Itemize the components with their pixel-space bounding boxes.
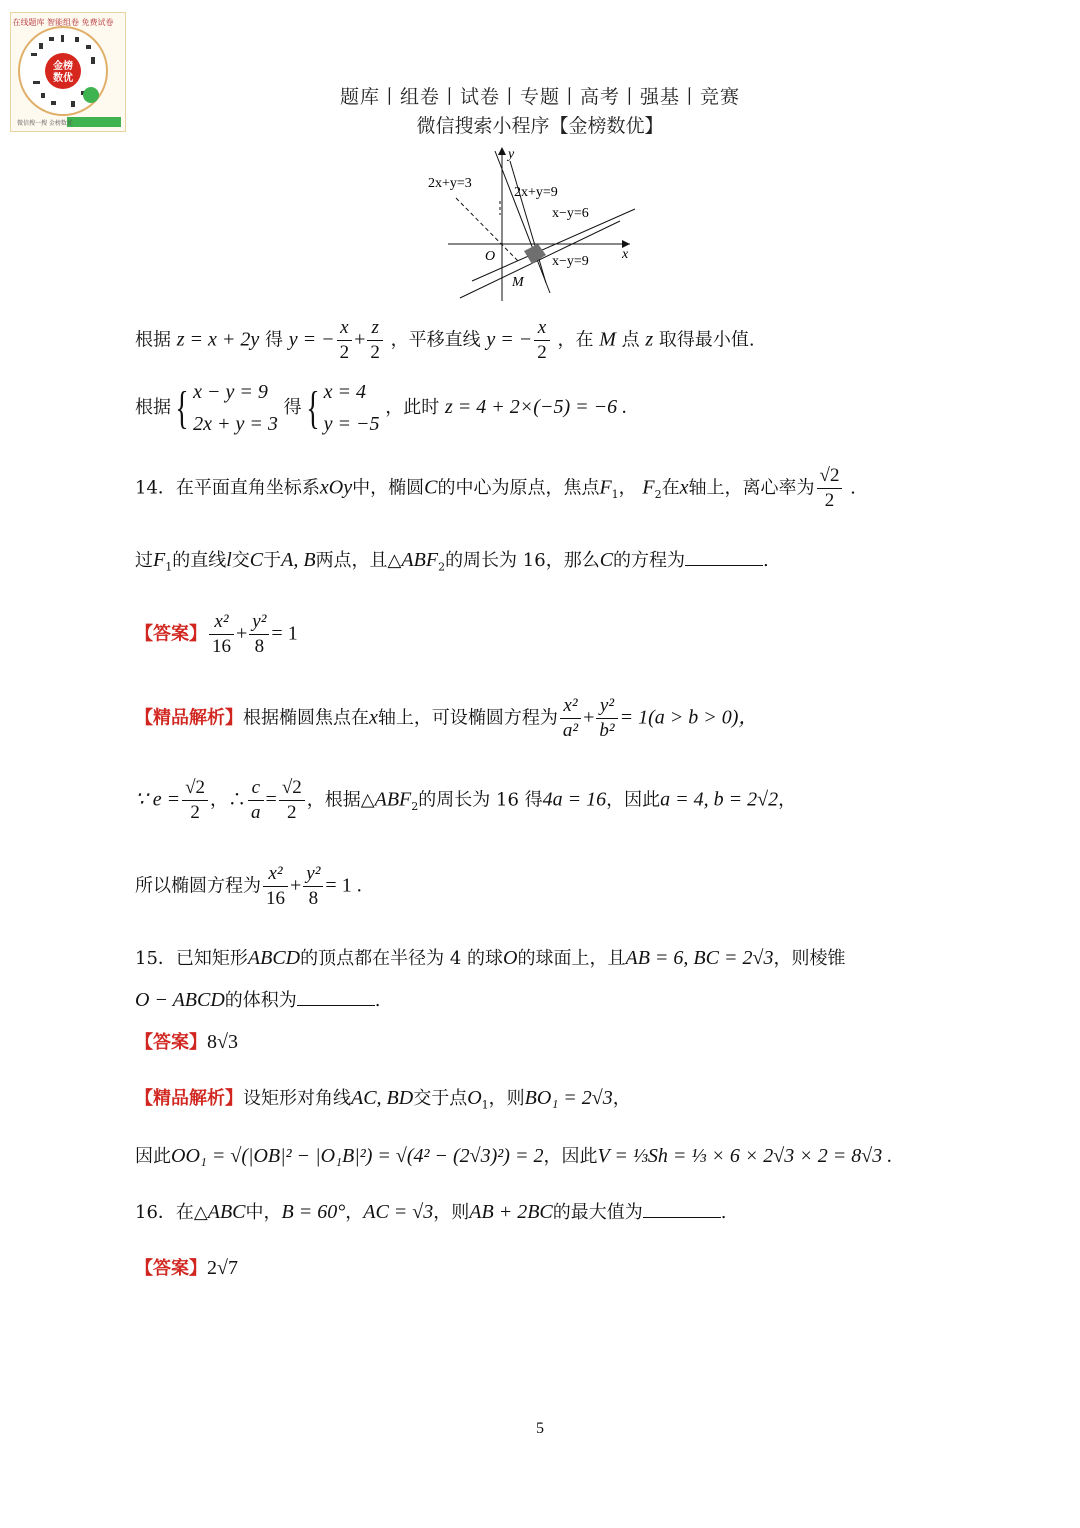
svg-text:金榜: 金榜 xyxy=(53,61,73,72)
graph-line-label: 2x+y=9 xyxy=(514,185,558,200)
question-16: 16．在△ABC中，B = 60°，AC = √3，则AB + 2BC的最大值为 . xyxy=(135,1201,727,1223)
analysis-14: 【精品解析】根据椭圆焦点在x轴上，可设椭圆方程为 $\frac{\text{x²}}{\text{a²}}$ + $\frac{\text{y²}}{\text{b²}}$ = 1(a > b > 0)， xyxy=(135,695,759,741)
analysis-15: 【精品解析】设矩形对角线AC, BD交于点$O_1$，则BO₁ = 2√3， xyxy=(135,1087,631,1112)
header-nav: 题库丨组卷丨试卷丨专题丨高考丨强基丨竞赛 xyxy=(339,86,740,108)
graph-y-label: y xyxy=(508,147,515,162)
analysis-14: ∵ e = $\frac{√2}{2}$ ，∴ $\frac{c}{a}$ = $\frac{√2}{2}$ ，根据$\triangle ABF_2$的周长为 16 得4a = 16，因此a = 4, b = 2√2， xyxy=(135,777,797,823)
graph-x-label: x xyxy=(622,247,629,262)
analysis-15: 因此OO₁ = √(|OB|² − |O₁B|²) = √(4² − (2√3)²) = 2，因此V = ⅓Sh = ⅓ × 6 × 2√3 × 2 = 8√3 . xyxy=(135,1145,893,1167)
answer-blank xyxy=(685,565,763,566)
svg-text:数优: 数优 xyxy=(53,73,73,84)
answer-16: 【答案】2√7 xyxy=(135,1257,238,1279)
linear-programming-graph xyxy=(420,143,640,307)
analysis-14: 所以椭圆方程为 $\frac{\text{x²}}{16}$ + $\frac{\text{y²}}{8}$ = 1 . xyxy=(135,863,362,909)
header-search-hint: 微信搜索小程序【金榜数优】 xyxy=(416,115,664,137)
solution-line: 根据 z = x + 2y 得 y = − $\frac{x}{2}$ + $\frac{z}{2}$ ，平移直线 y = − $\frac{x}{2}$ ，在 M 点 z 取得最小值. xyxy=(135,317,755,363)
question-15: 15．已知矩形ABCD的顶点都在半径为 4 的球O的球面上，且AB = 6, BC = 2√3，则棱锥 xyxy=(135,947,846,969)
answer-blank xyxy=(643,1217,721,1218)
question-14: 14．在平面直角坐标系xOy中，椭圆C的中心为原点，焦点$F_1$， $F_2$在x轴上，离心率为 $\frac{√2}{2}$ . xyxy=(135,465,856,511)
logo-bottom-text: 微信搜一搜 金榜数优 xyxy=(17,120,73,127)
question-15-cont: O − ABCD的体积为 . xyxy=(135,989,381,1011)
graph-line-label: 2x+y=3 xyxy=(428,176,472,191)
page-number: 5 xyxy=(536,1420,544,1437)
graph-line-label: x−y=9 xyxy=(552,254,589,269)
logo-ring-text: 在线题库 智能组卷 免费试卷 xyxy=(12,18,114,27)
question-14-cont: 过$F_1$的直线l交C于A, B两点，且$\triangle ABF_2$的周长为 16，那么C的方程为 . xyxy=(135,549,769,574)
graph-line-label: x−y=6 xyxy=(552,206,589,221)
solution-line: 根据{ x − y = 9 2x + y = 3 得{ x = 4 y = −5 ，此时 z = 4 + 2×(−5) = −6 . xyxy=(135,381,628,435)
answer-14: 【答案】 $\frac{\text{x²}}{16}$ + $\frac{\text{y²}}{8}$ = 1 xyxy=(135,611,298,657)
answer-blank xyxy=(297,1005,375,1006)
graph-point-m: M xyxy=(512,275,524,290)
graph-origin-label: O xyxy=(485,249,496,264)
answer-15: 【答案】8√3 xyxy=(135,1031,238,1053)
